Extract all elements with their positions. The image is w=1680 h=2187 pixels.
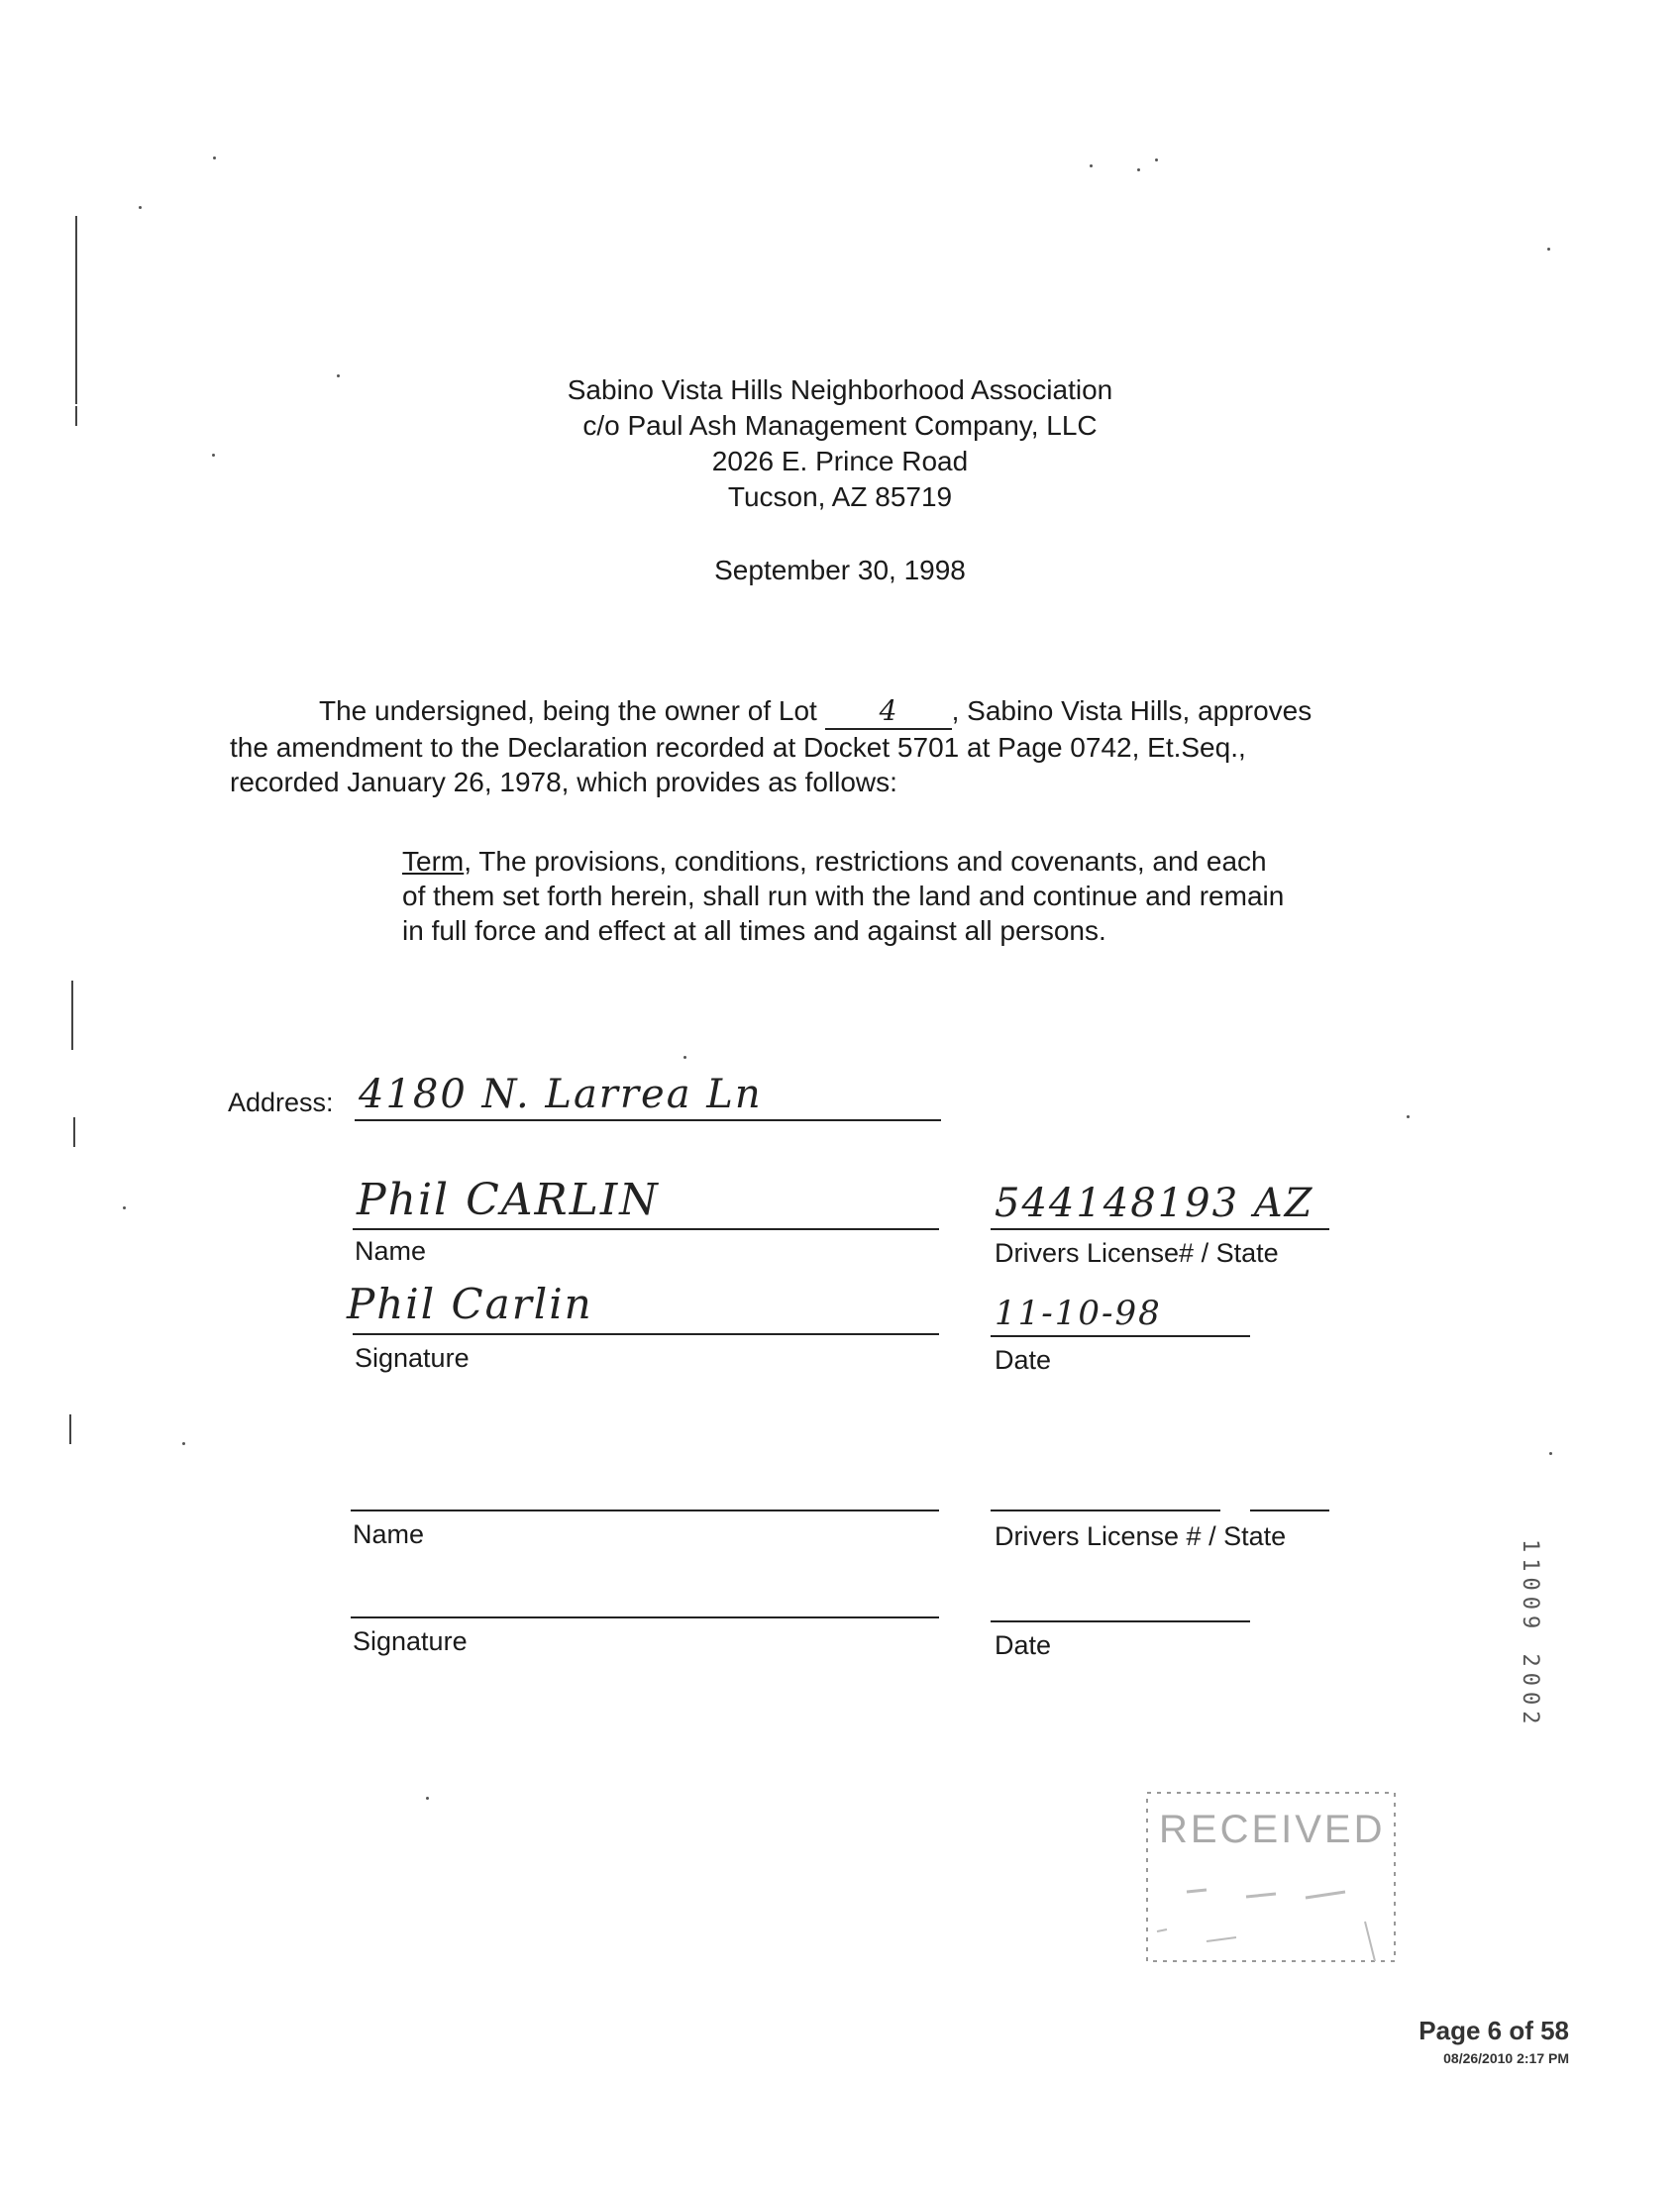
name2-label: Name [353,1519,425,1549]
scan-speck [1090,164,1093,167]
term-label: Term [402,846,465,877]
name-label: Name [355,1236,427,1266]
care-of-line: c/o Paul Ash Management Company, LLC [582,410,1098,441]
scan-artifact-line [73,1117,75,1147]
name-handwritten: Phil CARLIN [357,1175,660,1225]
term-text: , The provisions, conditions, restrictions and covenants, and each of them set forth herein, shall run with the land and continue and remain in full force and effect at all times and against all persons. [402,846,1285,946]
letterhead [0,372,1680,515]
date2-label: Date [995,1630,1052,1660]
scan-speck [1407,1115,1410,1118]
scan-speck [1155,158,1158,161]
signature-handwritten: Phil Carlin [347,1280,593,1328]
license2-line[interactable] [991,1510,1220,1511]
margin-recording-number: 11009 2002 [1518,1539,1542,1730]
scan-speck [426,1797,429,1800]
intro-paragraph [230,693,1339,799]
name-line [353,1228,939,1230]
signature2-label: Signature [353,1626,468,1656]
page-number: Page 6 of 58 [1418,2016,1569,2045]
street-address: 2026 E. Prince Road [711,446,969,476]
address-line [355,1119,941,1121]
scan-speck [213,156,216,159]
license-handwritten: 544148193 AZ [995,1181,1314,1226]
scan-speck [1549,1452,1552,1455]
term-clause [402,844,1294,948]
intro-text-after: , Sabino Vista Hills, approves the amendment to the Declaration recorded at Docket 5701 at Page 0742, Et.Seq., recorded January 26, 1978, which provides as follows: [230,695,1312,797]
address-handwritten: 4180 N. Larrea Ln [359,1072,763,1117]
date-line [991,1335,1250,1337]
signature-line [353,1333,939,1335]
license-label: Drivers License# / State [995,1238,1279,1268]
lot-number-field: 4 [825,693,952,730]
license-line [991,1228,1329,1230]
intro-text-before: The undersigned, being the owner of Lot [319,695,817,726]
state2-line[interactable] [1250,1510,1329,1511]
scan-speck [182,1442,185,1445]
scan-artifact-line [71,981,73,1050]
city-state-zip: Tucson, AZ 85719 [727,481,953,512]
scan-speck [139,206,142,209]
address-label: Address: [228,1088,334,1117]
letter-date: September 30, 1998 [714,555,966,585]
name2-line[interactable] [351,1510,939,1511]
scan-artifact-line [69,1414,71,1444]
license2-label: Drivers License # / State [995,1521,1287,1551]
scan-speck [683,1056,686,1059]
signature2-line[interactable] [351,1616,939,1618]
date-handwritten: 11-10-98 [995,1294,1162,1333]
signature-label: Signature [355,1343,470,1373]
stamp-text: RECEIVED [1159,1808,1386,1851]
scan-speck [1137,168,1140,171]
scan-speck [1547,248,1550,251]
date2-line[interactable] [991,1620,1250,1622]
scan-speck [123,1206,126,1209]
print-timestamp: 08/26/2010 2:17 PM [1443,2050,1569,2066]
date-label: Date [995,1345,1052,1375]
org-name: Sabino Vista Hills Neighborhood Association [567,374,1113,405]
received-stamp [1107,1773,1434,2011]
